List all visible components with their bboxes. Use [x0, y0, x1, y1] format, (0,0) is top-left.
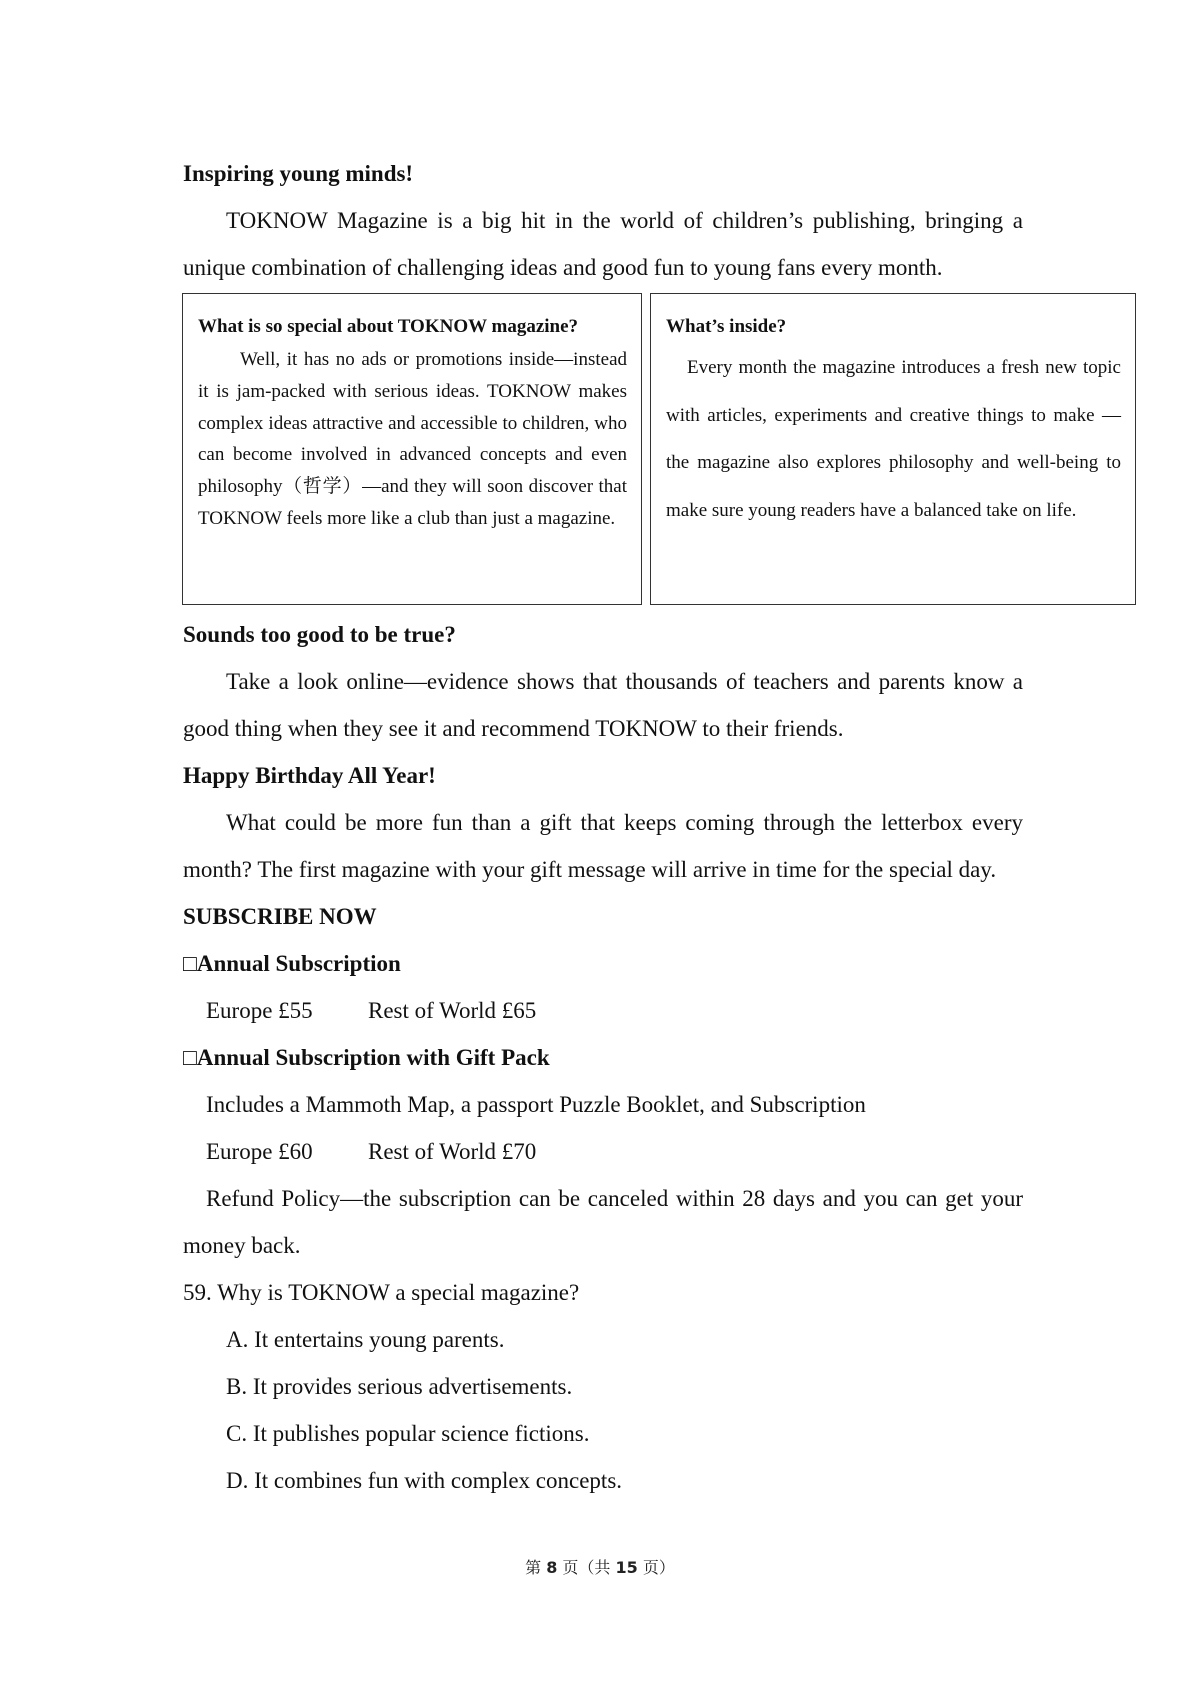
inside-box-text: Every month the magazine introduces a fresh new topic with articles, experiments and creative things to make — the magazine also explores philosophy and well-being to make sure young readers have a balanced take on life.	[666, 357, 1121, 521]
gift-prices	[183, 1128, 1023, 1175]
heading-subscribe: SUBSCRIBE NOW	[183, 904, 377, 929]
option-d: D. It combines fun with complex concepts.	[226, 1468, 623, 1493]
annual-subscription-label: □Annual Subscription	[183, 951, 401, 976]
gift-subscription-label: □Annual Subscription with Gift Pack	[183, 1045, 550, 1070]
gift-paragraph: What could be more fun than a gift that keeps coming through the letterbox every month? The first magazine with your gift message will arrive in time for the special day.	[183, 810, 1023, 882]
heading-inspiring: Inspiring young minds!	[183, 161, 414, 186]
footer-total-pages: 15	[615, 1558, 638, 1577]
footer-prefix: 第	[525, 1558, 547, 1577]
special-box	[182, 293, 642, 605]
annual-world-price: Rest of World £65	[368, 998, 537, 1023]
refund-policy: Refund Policy—the subscription can be canceled within 28 days and you can get your money back.	[183, 1186, 1023, 1258]
special-box-title: What is so special about TOKNOW magazine?	[198, 316, 579, 337]
gift-europe-price: Europe £60	[206, 1139, 313, 1164]
annual-europe-price: Europe £55	[206, 998, 313, 1023]
info-boxes	[182, 293, 1137, 607]
gift-includes: Includes a Mammoth Map, a passport Puzzle Booklet, and Subscription	[206, 1092, 866, 1117]
footer-middle: 页（共	[557, 1558, 616, 1577]
intro-paragraph: TOKNOW Magazine is a big hit in the world of children’s publishing, bringing a unique combination of challenging ideas and good fun to young fans every month.	[183, 208, 1023, 280]
heading-sounds-too-good: Sounds too good to be true?	[183, 622, 456, 647]
footer-suffix: 页）	[637, 1558, 675, 1577]
special-box-text: Well, it has no ads or promotions inside—instead it is jam-packed with serious ideas. TOKNOW makes complex ideas attractive and accessible to children, who can become involved in advanced concepts and even philosophy（哲学）—and they will soon discover that TOKNOW feels more like a club than just a magazine.	[198, 349, 627, 529]
footer-page-number: 8	[546, 1558, 558, 1577]
option-a: A. It entertains young parents.	[226, 1327, 505, 1352]
option-c: C. It publishes popular science fictions.	[226, 1421, 590, 1446]
inside-box	[650, 293, 1136, 605]
document-page	[183, 150, 1121, 1504]
question-stem: 59. Why is TOKNOW a special magazine?	[183, 1280, 580, 1305]
option-b: B. It provides serious advertisements.	[226, 1374, 573, 1399]
heading-happy-birthday: Happy Birthday All Year!	[183, 763, 436, 788]
annual-prices	[183, 987, 1023, 1034]
page-footer	[0, 1555, 1200, 1578]
gift-world-price: Rest of World £70	[368, 1139, 537, 1164]
evidence-paragraph: Take a look online—evidence shows that thousands of teachers and parents know a good thing when they see it and recommend TOKNOW to their friends.	[183, 669, 1023, 741]
inside-box-title: What’s inside?	[666, 316, 787, 337]
